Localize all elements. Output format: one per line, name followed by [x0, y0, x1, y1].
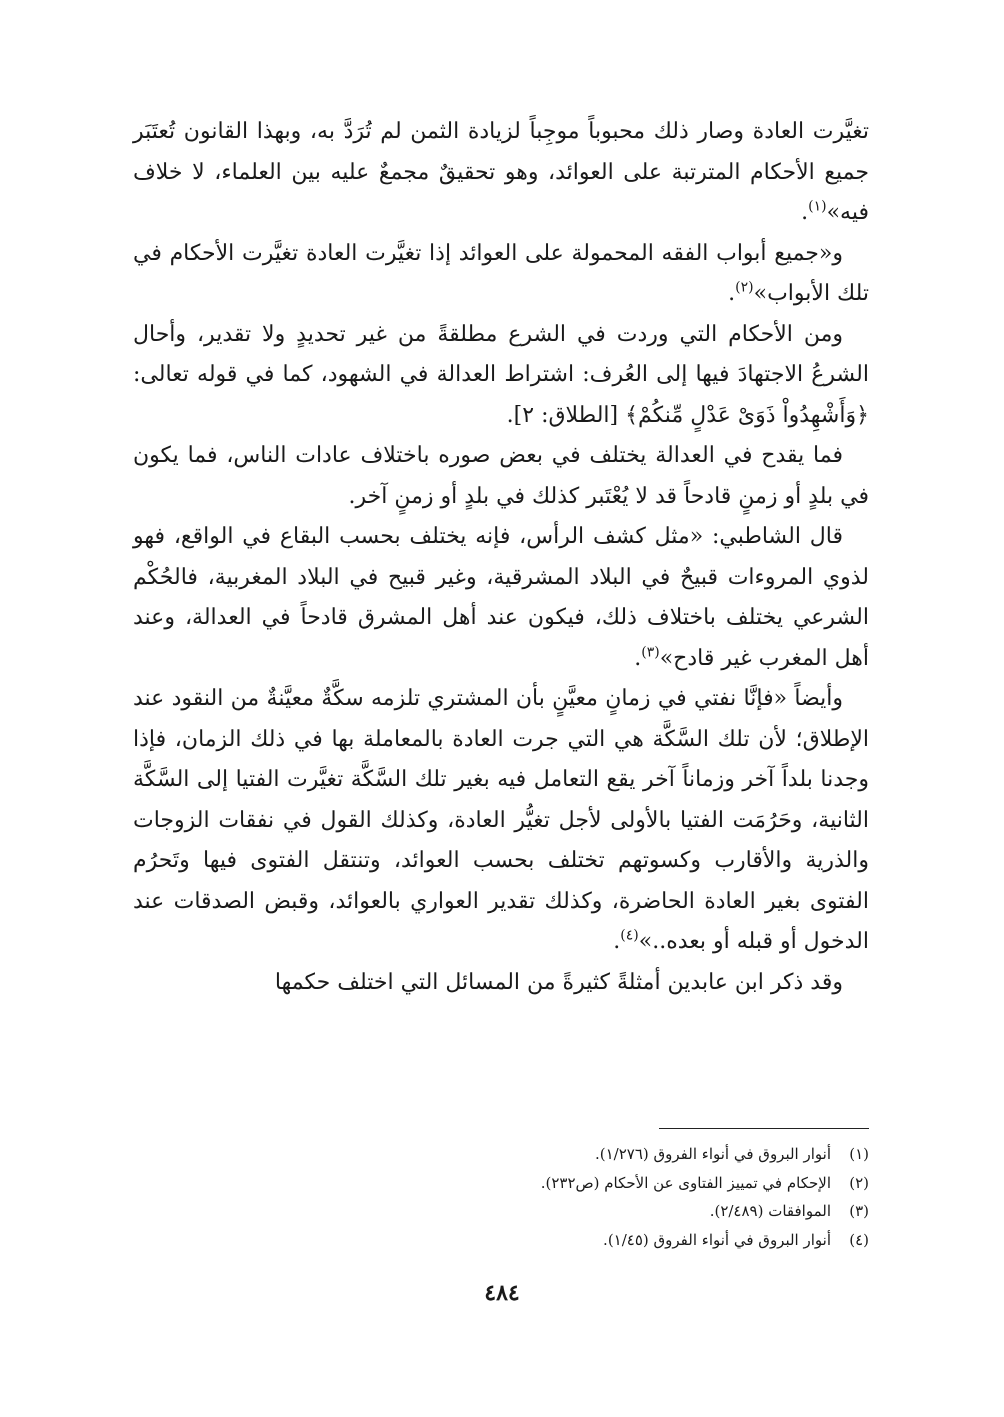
footnote-number: (١) — [849, 1145, 869, 1163]
footnote-3 — [133, 1197, 869, 1226]
footnote-1 — [133, 1140, 869, 1169]
footnote-text: الإحكام في تمييز الفتاوى عن الأحكام (ص٢٣٢). — [540, 1173, 831, 1192]
paragraph-1: تغيَّرت العادة وصار ذلك محبوباً موجِباً لزيادة الثمن لم تُرَدَّ به، وبهذا القانون تُعتَبَر جميع الأحكام المترتبة على العوائد، وهو تحقيقٌ مجمعٌ عليه بين العلماء، لا خلاف فيه»$^{(١)}$. — [133, 119, 869, 225]
paragraph-4: فما يقدح في العدالة يختلف في بعض صوره باختلاف عادات الناس، فما يكون في بلدٍ أو زمنٍ قادحاً قد لا يُعْتَبر كذلك في بلدٍ أو زمنٍ آخر. — [133, 443, 869, 509]
footnote-text: الموافقات (٢/٤٨٩). — [709, 1202, 831, 1220]
page-number: ٤٨٤ — [484, 1280, 520, 1306]
footnote-number: (٤) — [849, 1230, 869, 1249]
paragraph-6: وأيضاً «فإنَّا نفتي في زمانٍ معيَّنٍ بأن المشتري تلزمه سكَّةٌ معيَّنةٌ من النقود عند الإطلاق؛ لأن تلك السَّكَّة هي التي جرت العادة بالمعاملة بها في ذلك الزمان، فإذا وجدنا بلداً آخر وزماناً آخر يقع التعامل فيه بغير تلك السَّكَّة تغيَّرت الفتيا إلى السَّكَّة الثانية، وحَرُمَت الفتيا بالأولى لأجل تغيُّر العادة، وكذلك القول في نفقات الزوجات والذرية والأقارب وكسوتهم تختلف بحسب العوائد، وتنتقل الفتوى فيها وتَحرُم الفتوى بغير العادة الحاضرة، وكذلك تقدير العواري بالعوائد، وقبض الصدقات عند الدخول أو قبله أو بعده..»$^{(٤)}$. — [133, 686, 869, 954]
footnote-text: أنوار البروق في أنواء الفروق (١/٤٥). — [603, 1230, 831, 1249]
footnote-number: (٢) — [849, 1173, 869, 1192]
footnote-ref-3[interactable]: (٣) — [641, 644, 660, 661]
footnote-ref-1[interactable]: (١) — [808, 198, 827, 215]
paragraph-3: ومن الأحكام التي وردت في الشرع مطلقةً من غير تحديدٍ ولا تقدير، وأحال الشرعُ الاجتهادَ فيها إلى العُرف: اشتراط العدالة في الشهود، كما في قوله تعالى: ﴿وَأَشْهِدُواْ ذَوَىْ عَدْلٍ مِّنكُمْ﴾ [الطلاق: ٢]. — [133, 321, 869, 428]
footnote-4 — [133, 1226, 869, 1255]
footnote-separator — [659, 1128, 869, 1129]
footnote-text: أنوار البروق في أنواء الفروق (١/٢٧٦). — [595, 1145, 831, 1163]
paragraph-7: وقد ذكر ابن عابدين أمثلةً كثيرةً من المسائل التي اختلف حكمها — [274, 969, 843, 995]
paragraph-2: و«جميع أبواب الفقه المحمولة على العوائد إذا تغيَّرت العادة تغيَّرت الأحكام في تلك الأبواب»$^{(٢)}$. — [133, 240, 869, 306]
footnote-ref-2[interactable]: (٢) — [735, 279, 754, 296]
main-text — [133, 112, 869, 1003]
footnote-2 — [133, 1169, 869, 1198]
footnotes — [133, 1140, 869, 1254]
paragraph-5: قال الشاطبي: «مثل كشف الرأس، فإنه يختلف بحسب البقاع في الواقع، فهو لذوي المروءات قبيحٌ في البلاد المشرقية، وغير قبيح في البلاد المغربية، فالحُكْم الشرعي يختلف باختلاف ذلك، فيكون عند أهل المشرق قادحاً في العدالة، وعند أهل المغرب غير قادح»$^{(٣)}$. — [133, 524, 869, 671]
footnote-number: (٣) — [849, 1202, 869, 1220]
quran-verse: ﴿وَأَشْهِدُواْ ذَوَىْ عَدْلٍ مِّنكُمْ﴾ — [625, 402, 869, 428]
footnote-ref-4[interactable]: (٤) — [620, 927, 639, 944]
